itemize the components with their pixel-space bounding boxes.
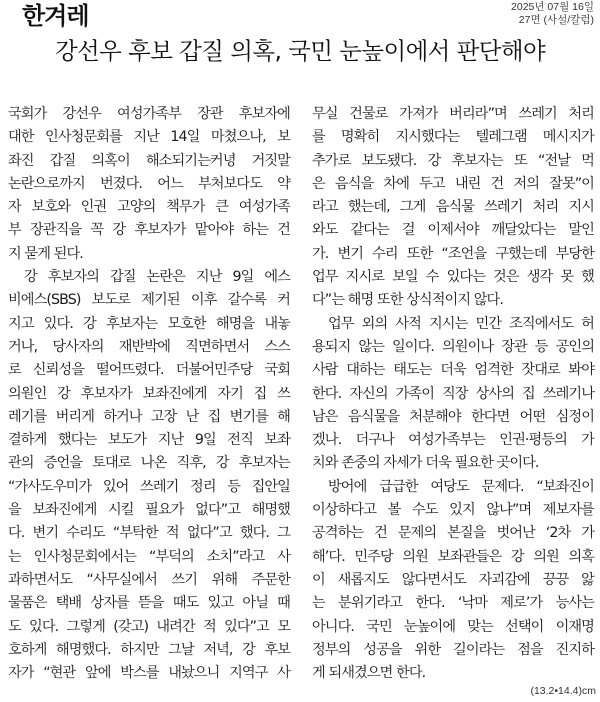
article-text-line: 물품은 택배 상자를 뜯을 때도 있고 아닐 때	[8, 595, 290, 612]
article-text-line: 게 되새겼으면 한다.	[312, 665, 426, 682]
article-text-line: 이상하다고 볼 수도 있지 않냐”며 제보자를	[312, 502, 594, 519]
article-text-line: 공격하는 건 문제의 본질을 벗어난 ‘2차 가	[312, 525, 594, 542]
article-headline: 강선우 후보 갑질 의혹, 국민 눈높이에서 판단해야	[54, 37, 546, 65]
article-text-line: “가사도우미가 있어 쓰레기 정리 등 집안일	[8, 478, 290, 495]
article-text-line: 업무 지시로 보일 수 있다는 것은 생각 못 했	[312, 269, 594, 286]
article-text-line: 치와 존중의 자세가 더욱 필요한 곳이다.	[312, 455, 539, 472]
publication-date: 2025년 07월 16일	[511, 1, 594, 13]
article-text-line: 무실 건물로 가져가 버리라”며 쓰레기 처리	[312, 106, 594, 122]
article-text-line: 남은 음식물을 처분해야 한다면 어떤 심정이	[312, 408, 594, 425]
article-text-line: 호하게 해명했다. 하지만 그날 저녁, 강 후보	[8, 641, 290, 658]
article-text-line: 자가 “현관 앞에 박스를 내놨으니 지역구 사	[8, 665, 290, 682]
article-text-line: 를 명확히 지시했다는 텔레그램 메시지가	[312, 129, 594, 146]
article-text-line: 해’다. 민주당 의원 보좌관들은 강 의원 의혹	[312, 548, 594, 565]
article-text-line: 겠나. 더구나 여성가족부는 인권·평등의 가	[312, 432, 594, 449]
article-text-line: 레기를 버리게 하거나 고장 난 집 변기를 해	[8, 408, 290, 425]
article-text-line: 라고 했는데, 그게 음식물 쓰레기 처리 지시	[312, 199, 594, 216]
article-text-line: 과하면서도 “사무실에서 쓰기 위해 주문한	[8, 571, 290, 588]
article-text-line: 로 신뢰성을 떨어뜨렸다. 더불어민주당 국회	[8, 362, 290, 379]
article-text-line: 다. 변기 수리도 “부탁한 적 없다”고 했다. 그	[8, 525, 290, 542]
article-column-left	[8, 103, 290, 685]
article-text-line: 이 새롭지도 않다면서도 자괴감에 끙끙 앓	[312, 571, 594, 588]
article-text-line: 의원인 강 후보자가 보좌진에게 자기 집 쓰	[8, 385, 290, 402]
article-text-line: 논란으로까지 번졌다. 어느 부처보다도 약	[8, 175, 290, 192]
article-text-line: 용되지 않는 일이다. 의원이나 장관 등 공인의	[312, 338, 594, 355]
article-text-line: 강 후보자의 갑질 논란은 지난 9일 에스	[24, 269, 290, 286]
article-text-line: 결하게 했다는 보도가 지난 9일 전직 보좌	[8, 432, 290, 449]
newspaper-logo: 한겨레	[22, 2, 89, 30]
article-text-line: 와도 같다는 걸 이제서야 깨달았다는 말인	[312, 222, 594, 239]
article-size-note: (13.2•14.4)cm	[530, 685, 596, 697]
article-text-line: 지고 있다. 강 후보자는 모호한 해명을 내놓	[8, 315, 290, 332]
article-text-line: 다”는 해명 또한 상식적이지 않다.	[312, 292, 503, 309]
publication-meta	[511, 1, 594, 26]
article-text-line: 부 장관직을 꼭 강 후보자가 맡아야 하는 건	[8, 222, 290, 239]
article-text-line: 자 보호와 인권 고양의 책무가 큰 여성가족	[8, 199, 290, 216]
article-body	[8, 103, 594, 685]
article-text-line: 가. 변기 수리 또한 “조언을 구했는데 부당한	[312, 245, 594, 262]
article-text-line: 정부의 성공을 위한 길이라는 점을 진지하	[312, 641, 594, 658]
article-text-line: 좌진 갑질 의혹이 해소되기는커녕 거짓말	[8, 152, 290, 169]
article-text-line: 방어에 급급한 여당도 문제다. “보좌진이	[328, 478, 594, 495]
article-text-line: 은 음식을 차에 두고 내린 건 저의 잘못”이	[312, 175, 594, 192]
article-text-line: 국회가 강선우 여성가족부 장관 후보자에	[8, 106, 290, 122]
article-text-line: 지 묻게 된다.	[8, 245, 83, 262]
article-text-line: 도 있다. 그렇게 (갖고) 내려간 적 있다”고 모	[8, 618, 290, 635]
article-text-line: 사람 대하는 태도는 더욱 엄격한 잣대로 봐야	[312, 362, 594, 379]
article-text-line: 는 분위기라고 한다. ‘낙마 제로’가 능사는	[312, 595, 594, 612]
article-text-line: 는 인사청문회에서는 “부덕의 소치”라고 사	[8, 548, 290, 565]
article-text-line: 관의 증언을 토대로 나온 직후, 강 후보자는	[8, 455, 290, 472]
article-text-line: 비에스(SBS) 보도로 제기된 이후 갈수록 커	[8, 292, 290, 309]
article-text-line: 을 보좌진에게 시킬 필요가 없다”고 해명했	[8, 502, 290, 519]
article-text-line: 업무 외의 사적 지시는 민간 조직에서도 허	[328, 315, 594, 332]
masthead	[0, 0, 600, 34]
article-text-line: 대한 인사청문회를 지난 14일 마쳤으나, 보	[8, 129, 290, 146]
article-text-line: 아니다. 국민 눈높이에 맞는 선택이 이재명	[312, 618, 594, 635]
article-column-right	[312, 103, 594, 685]
article-text-line: 추가로 보도됐다. 강 후보자는 또 “전날 먹	[312, 152, 594, 169]
article-text-line: 거나, 당사자의 재반박에 직면하면서 스스	[8, 338, 290, 355]
article-text-line: 한다. 자신의 가족이 직장 상사의 집 쓰레기나	[312, 385, 594, 402]
page-section: 27면 (사설/칼럼)	[518, 13, 594, 26]
